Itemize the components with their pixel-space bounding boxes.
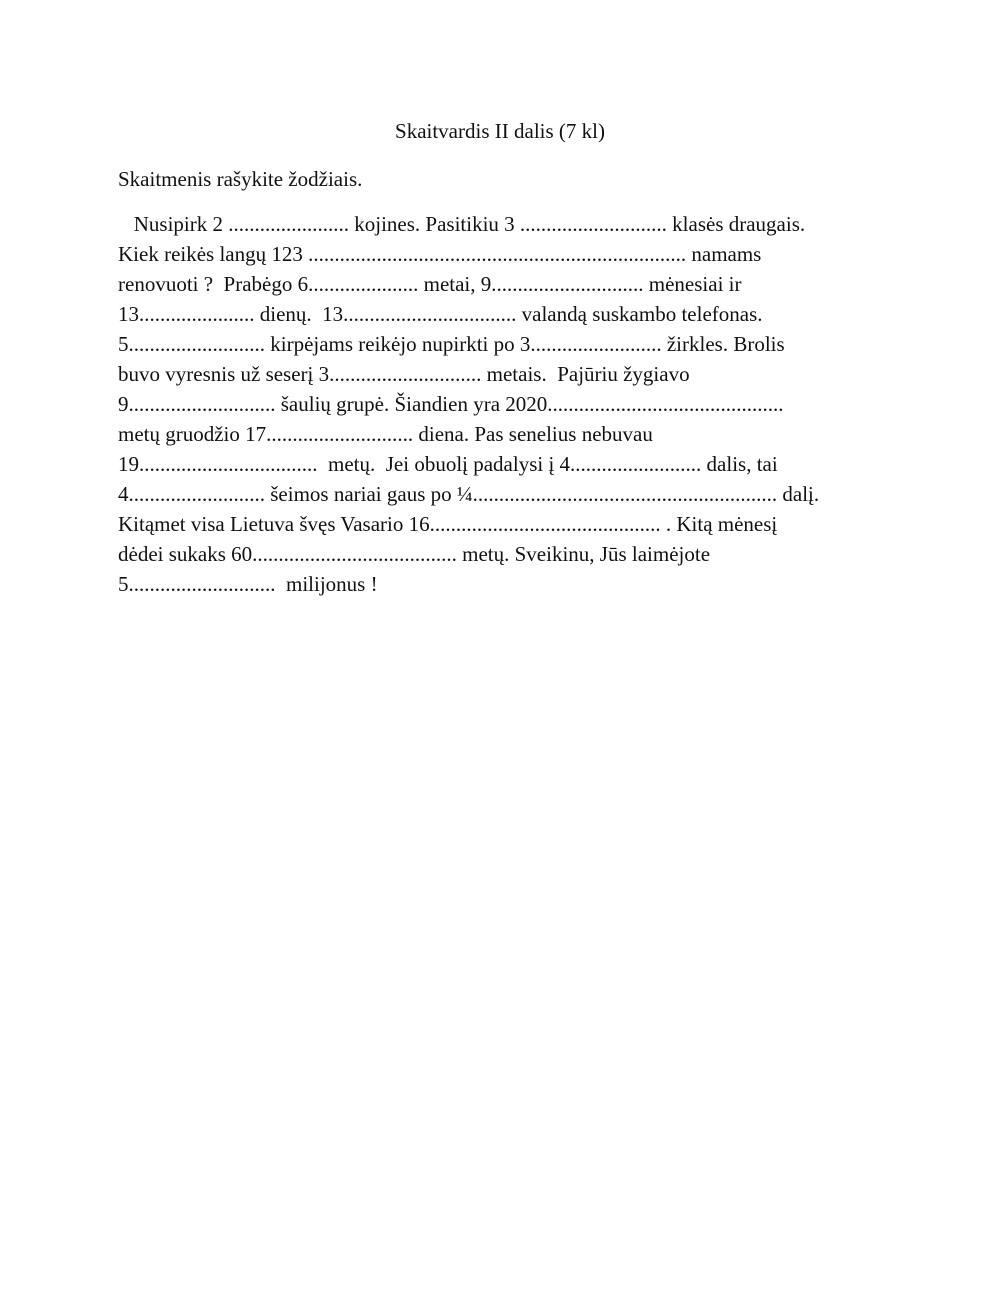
exercise-line: metų gruodžio 17............................ diena. Pas senelius nebuvau bbox=[118, 422, 653, 446]
exercise-line: 19.................................. metų. Jei obuolį padalysi į 4......................... dalis, tai bbox=[118, 452, 778, 476]
exercise-line: 4.......................... šeimos nariai gaus po ¼.......................................................... dalį. bbox=[118, 482, 820, 506]
exercise-line: Kiek reikės langų 123 ........................................................................ namams bbox=[118, 242, 762, 266]
exercise-paragraph bbox=[118, 209, 898, 599]
instruction-text: Skaitmenis rašykite žodžiais. bbox=[118, 167, 363, 191]
exercise-line: 13...................... dienų. 13................................. valandą suskambo telefonas. bbox=[118, 302, 763, 326]
exercise-line: renovuoti ? Prabėgo 6..................... metai, 9............................. mėnesiai ir bbox=[118, 272, 742, 296]
exercise-line: 9............................ šaulių grupė. Šiandien yra 2020............................................. bbox=[118, 392, 784, 416]
exercise-line: dėdei sukaks 60....................................... metų. Sveikinu, Jūs laimėjote bbox=[118, 542, 711, 566]
exercise-line: 5.......................... kirpėjams reikėjo nupirkti po 3......................... žirkles. Brolis bbox=[118, 332, 785, 356]
exercise-line: buvo vyresnis už seserį 3............................. metais. Pajūriu žygiavo bbox=[118, 362, 690, 386]
exercise-line: Kitąmet visa Lietuva švęs Vasario 16............................................ . Kitą mėnesį bbox=[118, 512, 778, 536]
exercise-line: 5............................ milijonus ! bbox=[118, 572, 378, 596]
exercise-line: Nusipirk 2 ....................... kojines. Pasitikiu 3 ............................ klasės draugais. bbox=[118, 212, 806, 236]
page-title: Skaitvardis II dalis (7 kl) bbox=[395, 119, 605, 143]
